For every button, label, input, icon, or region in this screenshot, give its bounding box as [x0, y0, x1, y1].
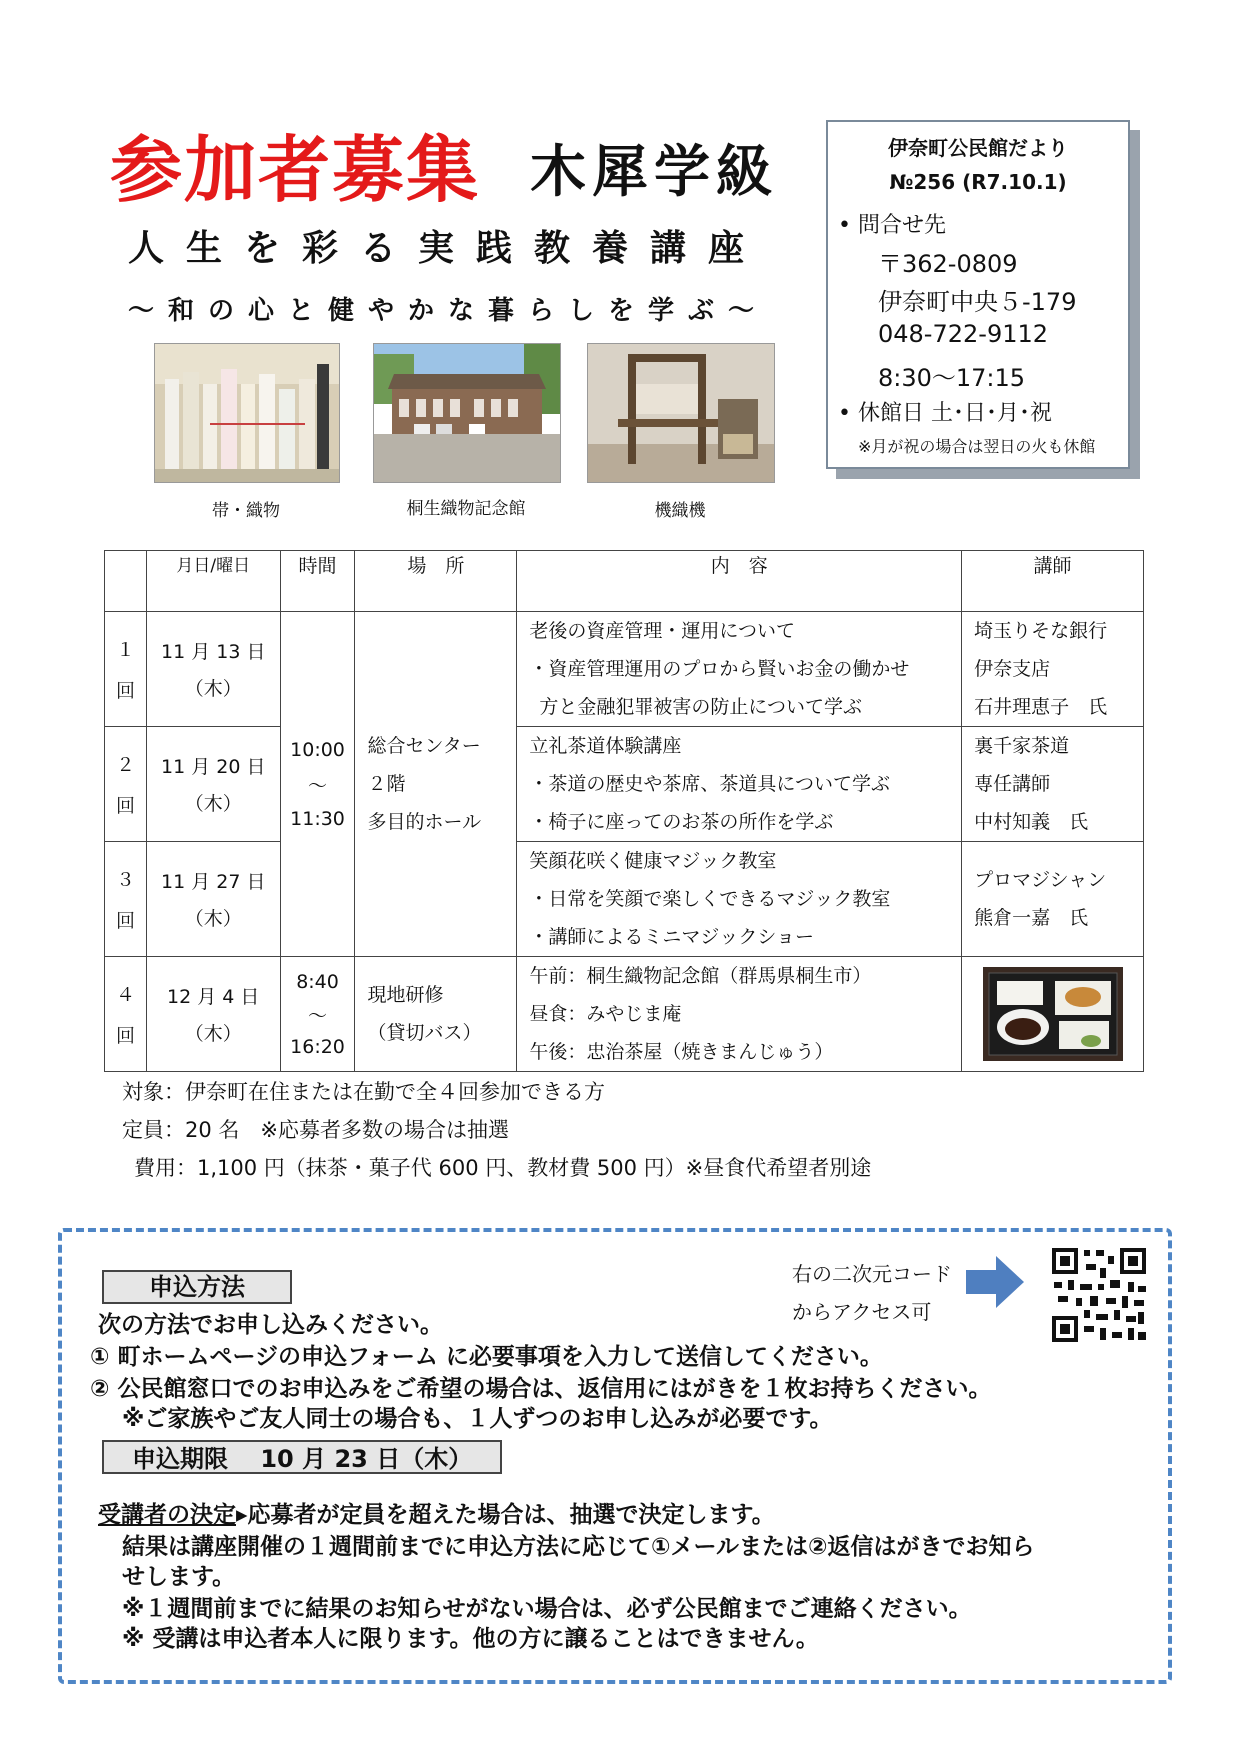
header-lecturer: 講師: [962, 551, 1144, 612]
session-content: [517, 957, 962, 1072]
time-sep: ～: [308, 774, 328, 797]
closed-note: ※月が祝の場合は翌日の火も休館: [858, 437, 1096, 456]
photo-caption-obi: 帯・織物: [212, 501, 280, 521]
lecturer-line: 中村知義 氏: [974, 811, 1089, 833]
session-number: [105, 727, 147, 842]
session-number: [105, 957, 147, 1072]
time-sep: ～: [308, 1004, 328, 1027]
session-num-digit: ２: [115, 754, 135, 776]
place-line: （貸切バス）: [367, 1022, 482, 1044]
session-content: [517, 842, 962, 957]
date-text: 11 月 13 日: [161, 641, 266, 663]
decision-line: [98, 1496, 775, 1529]
title-class-name: 木犀学級: [530, 140, 778, 205]
session-lecturer: [962, 727, 1144, 842]
session-num-suffix: 回: [115, 1025, 135, 1047]
place-line: 総合センター: [367, 735, 481, 757]
closed-days: • 休館日 土･日･月･祝: [838, 401, 1052, 426]
newsletter-title: 伊奈町公民館だより: [888, 136, 1068, 160]
content-title: 立礼茶道体験講座: [529, 735, 682, 757]
session-num-digit: ３: [115, 869, 135, 891]
header-place: 場 所: [355, 551, 517, 612]
target-note: 対象：伊奈町在住または在勤で全４回参加できる方: [122, 1080, 605, 1104]
session-date: [146, 612, 280, 727]
obi-textile-photo: [154, 343, 340, 483]
apply-step-2-note: ※ご家族やご友人同士の場合も、１人ずつのお申し込みが必要です。: [122, 1406, 833, 1432]
table-row: [105, 957, 1144, 1072]
phone-number: 048-722-9112: [878, 320, 1049, 348]
museum-building-photo: [373, 343, 561, 483]
header-content: 内 容: [517, 551, 962, 612]
qr-guide-line-2: からアクセス可: [792, 1300, 932, 1324]
header-blank: [105, 551, 147, 612]
content-line: 方と金融犯罪被害の防止について学ぶ: [539, 696, 862, 718]
address: 伊奈町中央５-179: [878, 288, 1077, 316]
lecturer-line: 裏千家茶道: [974, 735, 1070, 757]
newsletter-issue: №256 (R7.10.1): [889, 170, 1067, 194]
session-num-suffix: 回: [115, 680, 135, 702]
result-line-1: 結果は講座開催の１週間前までに申込方法に応じて①メールまたは②返信はがきでお知ら: [122, 1534, 1035, 1560]
session-num-suffix: 回: [115, 910, 135, 932]
date-text: 12 月 4 日: [167, 986, 260, 1008]
session-content: [517, 612, 962, 727]
contact-label: • 問合せ先: [838, 213, 946, 238]
lecturer-line: 埼玉りそな銀行: [974, 620, 1108, 642]
table-header-row: [105, 551, 1144, 612]
session-date: [146, 957, 280, 1072]
apply-step-1: ① 町ホームページの申込フォーム に必要事項を入力して送信してください。: [90, 1344, 883, 1370]
time-end: 16:20: [290, 1035, 345, 1058]
subtitle: 人生を彩る実践教養講座: [128, 228, 767, 269]
capacity-note: 定員：20 名 ※応募者多数の場合は抽選: [122, 1118, 509, 1142]
header-date: 月日/曜日: [146, 551, 280, 612]
session-number: [105, 612, 147, 727]
qr-code-icon[interactable]: [1050, 1246, 1148, 1344]
content-line: ・講師によるミニマジックショー: [529, 926, 814, 948]
photo-caption-museum: 桐生織物記念館: [406, 499, 526, 519]
content-line: ・資産管理運用のプロから賢いお金の働かせ: [529, 658, 910, 680]
place-line: 多目的ホール: [367, 811, 482, 833]
weekday-text: （木）: [184, 908, 242, 930]
time-start: 10:00: [290, 738, 345, 761]
tagline: ～和の心と健やかな暮らしを学ぶ～: [128, 296, 769, 326]
session-num-suffix: 回: [115, 795, 135, 817]
content-line: ・茶道の歴史や茶席、茶道具について学ぶ: [529, 773, 890, 795]
lecturer-line: 専任講師: [974, 773, 1051, 795]
content-title: 午前：桐生織物記念館（群馬県桐生市）: [529, 965, 872, 987]
session-time: [280, 612, 355, 957]
session-place: [355, 612, 517, 957]
header-time: 時間: [280, 551, 355, 612]
lecturer-line: 伊奈支店: [974, 658, 1051, 680]
lunch-photo-cell: [962, 957, 1144, 1072]
weekday-text: （木）: [184, 678, 242, 700]
opening-hours: 8:30～17:15: [878, 364, 1026, 392]
lunch-photo: [983, 967, 1123, 1061]
session-content: [517, 727, 962, 842]
result-note-1: ※１週間前までに結果のお知らせがない場合は、必ず公民館までご連絡ください。: [122, 1596, 972, 1622]
title-recruit: 参加者募集: [110, 128, 481, 212]
session-date: [146, 727, 280, 842]
date-text: 11 月 27 日: [161, 871, 266, 893]
result-line-2: せします。: [122, 1564, 236, 1590]
postal-code: 〒362-0809: [878, 250, 1018, 278]
content-title: 老後の資産管理・運用について: [529, 620, 795, 642]
session-lecturer: [962, 842, 1144, 957]
time-end: 11:30: [290, 807, 345, 830]
table-row: [105, 842, 1144, 957]
apply-method-tag: 申込方法: [102, 1270, 292, 1304]
lecturer-line: 石井理恵子 氏: [974, 696, 1108, 718]
date-text: 11 月 20 日: [161, 756, 266, 778]
place-line: 現地研修: [367, 984, 444, 1006]
deadline-tag: 申込期限 10 月 23 日（木）: [102, 1440, 502, 1474]
result-note-2: ※ 受講は申込者本人に限ります。他の方に譲ることはできません。: [122, 1626, 819, 1652]
place-line: ２階: [367, 773, 406, 795]
content-line: ・日常を笑顔で楽しくできるマジック教室: [529, 888, 891, 910]
lecturer-line: プロマジシャン: [974, 869, 1107, 891]
session-date: [146, 842, 280, 957]
apply-intro: 次の方法でお申し込みください。: [98, 1312, 443, 1338]
table-row: [105, 727, 1144, 842]
decision-label: 受講者の決定: [98, 1502, 236, 1528]
table-row: [105, 612, 1144, 727]
content-line: ・椅子に座ってのお茶の所作を学ぶ: [529, 811, 834, 833]
photo-caption-loom: 機織機: [654, 501, 706, 521]
content-line: 昼食：みやじま庵: [529, 1003, 682, 1025]
schedule-table: [104, 550, 1144, 1072]
lecturer-line: 熊倉一嘉 氏: [974, 907, 1089, 929]
session-number: [105, 842, 147, 957]
content-line: 午後：忠治茶屋（焼きまんじゅう）: [529, 1041, 834, 1063]
session-place: [355, 957, 517, 1072]
session-num-digit: １: [115, 639, 135, 661]
newsletter-info-box: [826, 120, 1130, 469]
weekday-text: （木）: [184, 1023, 242, 1045]
decision-text: ▸応募者が定員を超えた場合は、抽選で決定します。: [236, 1502, 775, 1528]
content-title: 笑顔花咲く健康マジック教室: [529, 850, 777, 872]
time-start: 8:40: [296, 970, 339, 993]
arrow-right-icon: [966, 1256, 1024, 1308]
loom-photo: [587, 343, 775, 483]
session-lecturer: [962, 612, 1144, 727]
session-time: [280, 957, 355, 1072]
weekday-text: （木）: [184, 793, 242, 815]
apply-step-2: ② 公民館窓口でのお申込みをご希望の場合は、返信用にはがきを１枚お持ちください。: [90, 1376, 992, 1402]
fee-note: 費用：1,100 円（抹茶・菓子代 600 円、教材費 500 円）※昼食代希望者別途: [134, 1156, 872, 1180]
qr-guide-line-1: 右の二次元コード: [792, 1262, 952, 1286]
session-num-digit: ４: [115, 984, 135, 1006]
